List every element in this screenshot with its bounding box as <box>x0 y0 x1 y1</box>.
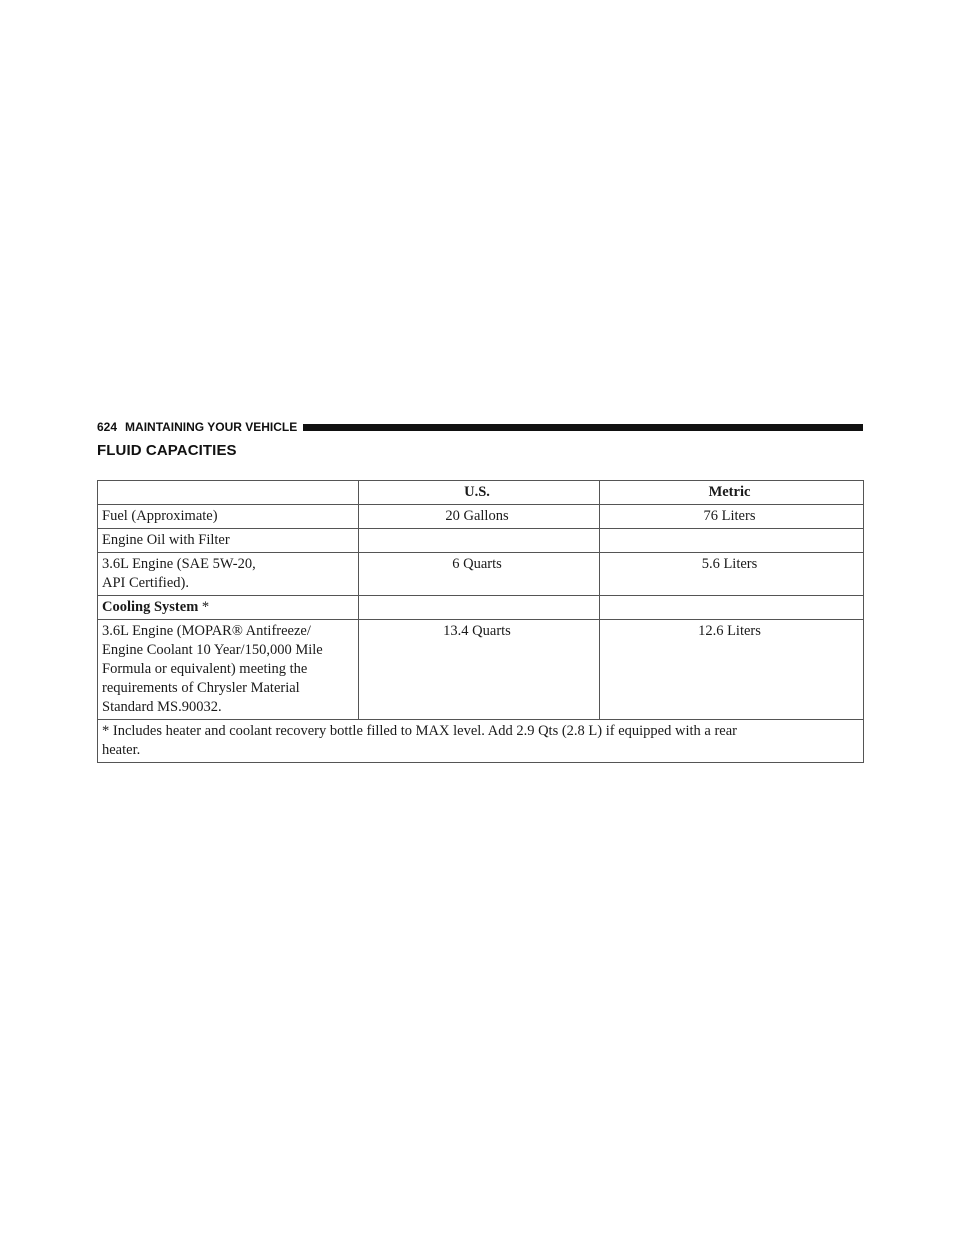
row-label: Fuel (Approximate) <box>98 505 359 529</box>
row-label-line: 3.6L Engine (SAE 5W-20, <box>102 556 256 572</box>
row-label-line: API Certified). <box>102 575 189 591</box>
footnote-row <box>98 720 864 763</box>
table-row <box>98 505 864 529</box>
section-title: FLUID CAPACITIES <box>97 442 237 459</box>
row-us-value: 6 Quarts <box>359 553 600 596</box>
row-label: Engine Oil with Filter <box>98 529 359 553</box>
row-metric-value <box>600 596 864 620</box>
row-label-line: requirements of Chrysler Material <box>102 680 300 696</box>
row-metric-value: 76 Liters <box>600 505 864 529</box>
row-metric-value <box>600 529 864 553</box>
footnote-line: heater. <box>102 742 141 758</box>
header-blank-cell <box>98 481 359 505</box>
row-label-text: Cooling System <box>102 599 199 615</box>
row-label <box>98 596 359 620</box>
running-head-title: MAINTAINING YOUR VEHICLE <box>125 420 298 434</box>
table-row <box>98 553 864 596</box>
row-label-line: Standard MS.90032. <box>102 699 222 715</box>
row-label <box>98 553 359 596</box>
row-us-value: 20 Gallons <box>359 505 600 529</box>
row-label-line: Formula or equivalent) meeting the <box>102 661 308 677</box>
table-header-row <box>98 481 864 505</box>
row-metric-value: 5.6 Liters <box>600 553 864 596</box>
row-us-value: 13.4 Quarts <box>359 620 600 720</box>
footnote-line: * Includes heater and coolant recovery bottle filled to MAX level. Add 2.9 Qts (2.8 L) if equipped with a rear <box>102 723 737 739</box>
running-head <box>97 419 863 435</box>
row-label-line: Engine Coolant 10 Year/150,000 Mile <box>102 642 323 658</box>
table-row <box>98 596 864 620</box>
footnote-marker: * <box>198 599 210 615</box>
fluid-capacities-table <box>97 480 864 763</box>
table-row <box>98 620 864 720</box>
header-rule <box>303 424 863 431</box>
row-us-value <box>359 529 600 553</box>
header-metric: Metric <box>600 481 864 505</box>
table-row <box>98 529 864 553</box>
row-label <box>98 620 359 720</box>
row-label-line: 3.6L Engine (MOPAR® Antifreeze/ <box>102 623 311 639</box>
page-number: 624 <box>97 420 118 434</box>
row-us-value <box>359 596 600 620</box>
footnote <box>98 720 864 763</box>
row-metric-value: 12.6 Liters <box>600 620 864 720</box>
header-us: U.S. <box>359 481 600 505</box>
